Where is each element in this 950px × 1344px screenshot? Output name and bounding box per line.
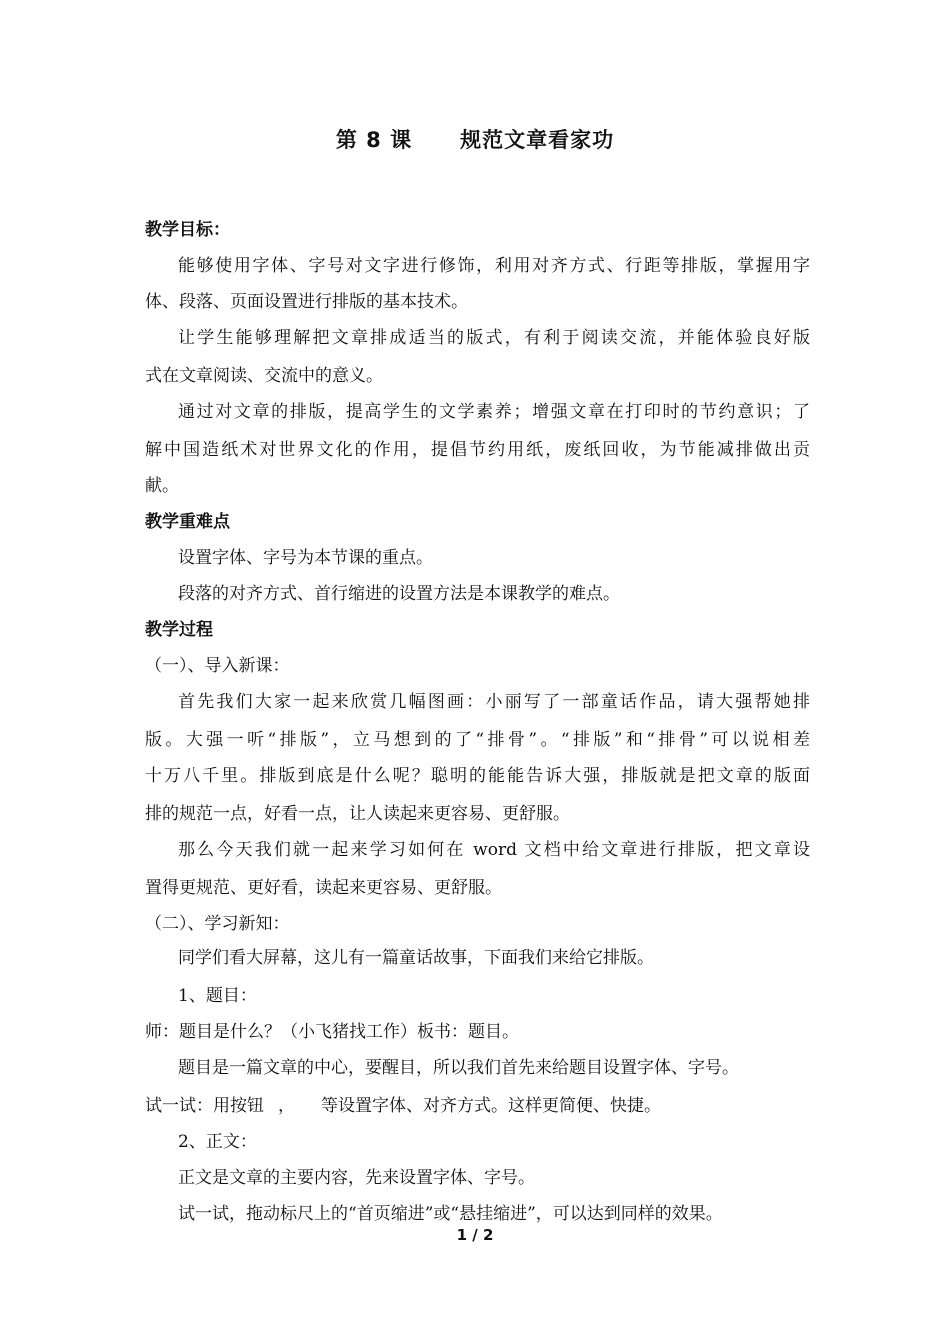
- goals-p3-line3: 献。: [145, 476, 179, 496]
- try1-part-c: 等设置字体、对齐方式。这样更简便、快捷。: [321, 1096, 661, 1116]
- process-p3: 同学们看大屏幕，这儿有一篇童话故事，下面我们来给它排版。: [178, 948, 654, 968]
- page-title: [0, 124, 950, 154]
- goals-p2-line2: 式在文章阅读、交流中的意义。: [145, 366, 383, 386]
- process-item2: 2、正文：: [178, 1132, 257, 1152]
- process-sub2: （二）、学习新知：: [145, 914, 290, 934]
- try1-part-b: ，: [278, 1096, 295, 1116]
- process-sub1: （一）、导入新课：: [145, 656, 290, 676]
- process-p5: 正文是文章的主要内容，先来设置字体、字号。: [178, 1168, 535, 1188]
- goals-p1-line2: 体、段落、页面设置进行排版的基本技术。: [145, 292, 468, 312]
- goals-p1-line1: 能够使用字体、字号对文字进行修饰，利用对齐方式、行距等排版，掌握用字: [178, 256, 810, 276]
- lesson-name: 规范文章看家功: [460, 128, 615, 152]
- goals-heading: 教学目标：: [145, 220, 230, 240]
- goals-p2-line1: 让学生能够理解把文章排成适当的版式，有利于阅读交流，并能体验良好版: [178, 328, 810, 348]
- goals-p3-line2: 解中国造纸术对世界文化的作用，提倡节约用纸，废纸回收，为节能减排做出贡: [145, 440, 810, 460]
- process-p2-line1: 那么今天我们就一起来学习如何在 word 文档中给文章进行排版，把文章设: [178, 840, 810, 860]
- process-heading: 教学过程: [145, 620, 213, 640]
- process-teacher: 师：题目是什么？（小飞猪找工作）板书：题目。: [145, 1022, 519, 1042]
- process-p4: 题目是一篇文章的中心，要醒目，所以我们首先来给题目设置字体、字号。: [178, 1058, 739, 1078]
- process-p2-line2: 置得更规范、更好看，读起来更容易、更舒服。: [145, 878, 502, 898]
- keypoints-p2: 段落的对齐方式、首行缩进的设置方法是本课教学的难点。: [178, 584, 620, 604]
- process-p1-line3: 十万八千里。排版到底是什么呢？聪明的能能告诉大强，排版就是把文章的版面: [145, 766, 810, 786]
- process-p1-line2: 版。大强一听“排版”，立马想到的了“排骨”。“排版”和“排骨”可以说相差: [145, 730, 810, 750]
- keypoints-p1: 设置字体、字号为本节课的重点。: [178, 548, 433, 568]
- process-p1-line4: 排的规范一点，好看一点，让人读起来更容易、更舒服。: [145, 804, 570, 824]
- keypoints-heading: 教学重难点: [145, 512, 230, 532]
- goals-p3-line1: 通过对文章的排版，提高学生的文学素养；增强文章在打印时的节约意识；了: [178, 402, 810, 422]
- page-number: 1 / 2: [456, 1226, 494, 1244]
- process-p1-line1: 首先我们大家一起来欣赏几幅图画：小丽写了一部童话作品，请大强帮她排: [178, 692, 810, 712]
- try1-part-a: 试一试：用按钮: [145, 1096, 264, 1116]
- lesson-number: 第 8 课: [335, 128, 413, 152]
- process-item1: 1、题目：: [178, 986, 257, 1006]
- process-p6: 试一试，拖动标尺上的“首页缩进”或“悬挂缩进”，可以达到同样的效果。: [178, 1204, 723, 1224]
- process-try1: [145, 1094, 810, 1118]
